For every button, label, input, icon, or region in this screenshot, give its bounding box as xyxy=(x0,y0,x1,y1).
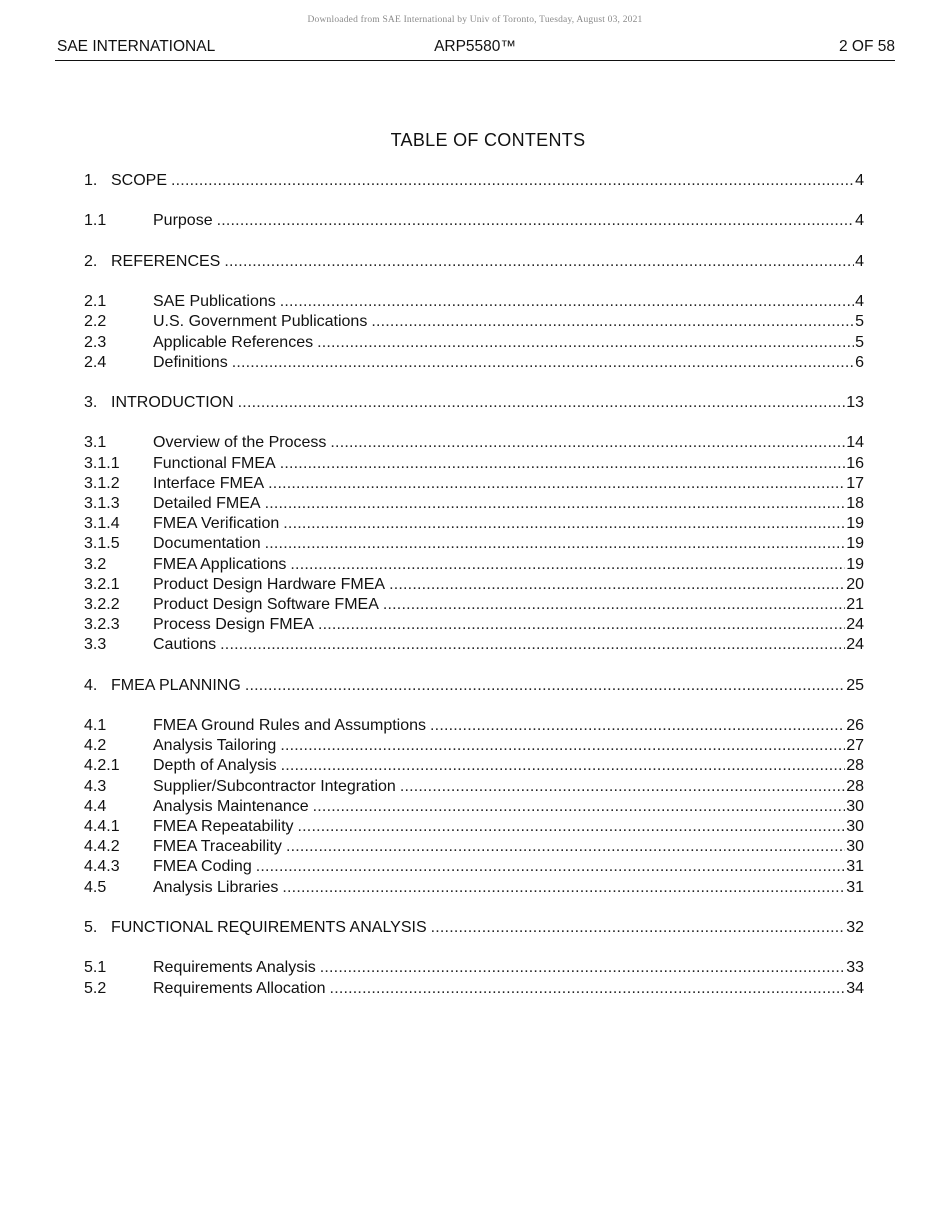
toc-entry[interactable] xyxy=(84,393,864,413)
toc-entry-title: FMEA Coding xyxy=(153,858,252,876)
toc-dot-leader xyxy=(280,736,845,756)
toc-dot-leader xyxy=(330,433,845,453)
toc-entry-number: 3. xyxy=(84,394,98,412)
toc-entry-page: 30 xyxy=(846,797,864,815)
toc-entry-number: 3.2 xyxy=(84,555,107,573)
toc-entry-number: 4.4 xyxy=(84,797,107,815)
toc-entry[interactable] xyxy=(84,252,864,272)
toc-entry-number: 3.1.1 xyxy=(84,454,120,472)
toc-entry-page: 24 xyxy=(846,636,864,654)
toc-entry-page: 30 xyxy=(846,838,864,856)
toc-entry-number: 2.2 xyxy=(84,313,107,331)
header-page-number: 2 OF 58 xyxy=(839,38,895,55)
toc-dot-leader xyxy=(400,777,845,797)
toc-entry-title: FMEA Ground Rules and Assumptions xyxy=(153,717,427,735)
toc-entry-title: Analysis Maintenance xyxy=(153,797,309,815)
toc-entry-number: 5.2 xyxy=(84,979,107,997)
toc-entry-page: 28 xyxy=(846,777,864,795)
toc-entry-number: 3.2.1 xyxy=(84,575,120,593)
toc-entry-page: 4 xyxy=(855,252,864,270)
toc-dot-leader xyxy=(290,555,845,575)
toc-entry-number: 4.4.3 xyxy=(84,858,120,876)
toc-dot-leader xyxy=(238,393,846,413)
toc-entry[interactable] xyxy=(84,736,864,756)
toc-entry[interactable] xyxy=(84,777,864,797)
table-of-contents xyxy=(84,171,864,999)
toc-entry[interactable] xyxy=(84,534,864,554)
toc-entry[interactable] xyxy=(84,454,864,474)
toc-entry-title: Interface FMEA xyxy=(153,474,265,492)
toc-dot-leader xyxy=(298,817,846,837)
toc-entry-page: 27 xyxy=(846,737,864,755)
toc-entry-number: 3.2.2 xyxy=(84,595,120,613)
toc-dot-leader xyxy=(281,756,846,776)
toc-dot-leader xyxy=(268,474,845,494)
toc-dot-leader xyxy=(389,575,845,595)
toc-entry[interactable] xyxy=(84,575,864,595)
toc-entry-page: 19 xyxy=(846,515,864,533)
toc-entry-title: U.S. Government Publications xyxy=(153,313,368,331)
toc-entry-number: 3.1.3 xyxy=(84,495,120,512)
toc-entry-title: FMEA PLANNING xyxy=(111,676,241,694)
toc-entry-page: 19 xyxy=(846,535,864,553)
toc-entry-page: 19 xyxy=(846,555,864,573)
toc-dot-leader xyxy=(317,333,854,353)
toc-entry-page: 26 xyxy=(846,717,864,735)
toc-entry-title: Applicable References xyxy=(153,333,314,351)
toc-entry-page: 28 xyxy=(846,757,864,775)
toc-entry[interactable] xyxy=(84,615,864,635)
toc-dot-leader xyxy=(245,676,845,696)
toc-dot-leader xyxy=(171,171,854,191)
toc-entry[interactable] xyxy=(84,211,864,231)
toc-entry-number: 3.1.5 xyxy=(84,535,120,553)
toc-dot-leader xyxy=(330,979,846,999)
toc-entry-page: 30 xyxy=(846,818,864,835)
toc-entry[interactable] xyxy=(84,857,864,877)
toc-entry[interactable] xyxy=(84,171,864,191)
toc-entry-number: 2.1 xyxy=(84,293,107,311)
toc-entry-number: 5.1 xyxy=(84,959,107,977)
toc-entry-title: Product Design Hardware FMEA xyxy=(153,575,386,593)
toc-entry[interactable] xyxy=(84,494,864,514)
toc-entry-page: 20 xyxy=(846,575,864,593)
toc-entry-page: 14 xyxy=(846,434,864,452)
toc-entry-page: 16 xyxy=(846,454,864,472)
toc-entry-page: 5 xyxy=(855,313,864,331)
toc-entry-title: Documentation xyxy=(153,535,261,553)
toc-dot-leader xyxy=(383,595,845,615)
toc-entry-title: FMEA Verification xyxy=(153,515,280,533)
toc-dot-leader xyxy=(282,878,845,898)
toc-entry-number: 3.1.4 xyxy=(84,515,120,533)
toc-entry-page: 24 xyxy=(846,616,864,634)
toc-entry[interactable] xyxy=(84,635,864,655)
toc-entry-number: 2.3 xyxy=(84,333,107,351)
toc-entry[interactable] xyxy=(84,979,864,999)
toc-entry-page: 33 xyxy=(846,959,864,977)
toc-entry-number: 5. xyxy=(84,918,98,936)
toc-dot-leader xyxy=(280,454,845,474)
toc-entry-number: 1.1 xyxy=(84,212,107,230)
download-watermark: Downloaded from SAE International by Univ of Toronto, Tuesday, August 03, 2021 xyxy=(307,15,643,25)
toc-entry-page: 31 xyxy=(846,878,864,896)
toc-entry-number: 4. xyxy=(84,676,98,694)
toc-entry-title: Purpose xyxy=(153,212,213,230)
toc-entry-page: 5 xyxy=(855,333,864,351)
toc-dot-leader xyxy=(217,211,855,231)
toc-entry-page: 4 xyxy=(855,172,864,189)
toc-entry-number: 3.3 xyxy=(84,636,107,654)
header-organization: SAE INTERNATIONAL xyxy=(57,38,216,55)
toc-entry-title: Analysis Tailoring xyxy=(153,737,277,755)
toc-entry[interactable] xyxy=(84,433,864,453)
toc-entry-title: Overview of the Process xyxy=(153,434,327,452)
toc-entry[interactable] xyxy=(84,474,864,494)
toc-entry-page: 18 xyxy=(846,495,864,512)
toc-entry-number: 4.4.1 xyxy=(84,818,120,835)
toc-dot-leader xyxy=(265,534,846,554)
toc-dot-leader xyxy=(371,312,854,332)
toc-entry-title: SCOPE xyxy=(111,172,168,189)
toc-entry[interactable] xyxy=(84,756,864,776)
toc-dot-leader xyxy=(280,292,854,312)
toc-entry-number: 4.3 xyxy=(84,777,107,795)
toc-entry-title: Analysis Libraries xyxy=(153,878,279,896)
page-header xyxy=(55,38,895,61)
toc-dot-leader xyxy=(318,615,845,635)
toc-entry-page: 31 xyxy=(846,858,864,876)
toc-entry-title: Detailed FMEA xyxy=(153,495,261,512)
toc-entry-page: 21 xyxy=(846,595,864,613)
toc-entry-title: Supplier/Subcontractor Integration xyxy=(153,777,396,795)
toc-entry-title: Depth of Analysis xyxy=(153,757,277,775)
toc-entry-title: Process Design FMEA xyxy=(153,616,314,634)
toc-entry-number: 4.4.2 xyxy=(84,838,120,856)
toc-entry[interactable] xyxy=(84,292,864,312)
toc-entry[interactable] xyxy=(84,918,864,938)
toc-entry[interactable] xyxy=(84,333,864,353)
toc-entry-number: 3.1.2 xyxy=(84,474,120,492)
toc-entry[interactable] xyxy=(84,514,864,534)
toc-entry-page: 25 xyxy=(846,676,864,694)
toc-entry-number: 2.4 xyxy=(84,353,107,371)
toc-entry[interactable] xyxy=(84,837,864,857)
toc-entry[interactable] xyxy=(84,312,864,332)
toc-entry-page: 4 xyxy=(855,293,864,311)
toc-dot-leader xyxy=(430,716,845,736)
toc-entry[interactable] xyxy=(84,878,864,898)
toc-entry-title: INTRODUCTION xyxy=(111,394,234,412)
toc-entry-title: Functional FMEA xyxy=(153,454,276,472)
toc-dot-leader xyxy=(286,837,845,857)
toc-entry-number: 2. xyxy=(84,252,98,270)
toc-entry-title: Definitions xyxy=(153,353,228,371)
toc-entry-title: FMEA Repeatability xyxy=(153,818,294,835)
toc-entry[interactable] xyxy=(84,797,864,817)
toc-entry-title: FMEA Applications xyxy=(153,555,287,573)
header-document-id: ARP5580™ xyxy=(434,38,516,55)
toc-entry-page: 34 xyxy=(846,979,864,997)
toc-entry[interactable] xyxy=(84,958,864,978)
toc-dot-leader xyxy=(265,494,846,514)
toc-entry-number: 4.2.1 xyxy=(84,757,120,775)
toc-entry-number: 4.5 xyxy=(84,878,107,896)
toc-entry-title: SAE Publications xyxy=(153,293,276,311)
toc-entry-title: Requirements Analysis xyxy=(153,959,316,977)
toc-dot-leader xyxy=(313,797,846,817)
toc-entry[interactable] xyxy=(84,595,864,615)
toc-entry[interactable] xyxy=(84,676,864,696)
toc-dot-leader xyxy=(232,353,854,373)
toc-entry-title: Cautions xyxy=(153,636,217,654)
toc-dot-leader xyxy=(256,857,845,877)
toc-dot-leader xyxy=(431,918,846,938)
toc-entry-title: FUNCTIONAL REQUIREMENTS ANALYSIS xyxy=(111,918,427,936)
toc-entry[interactable] xyxy=(84,817,864,837)
toc-entry[interactable] xyxy=(84,353,864,373)
toc-entry[interactable] xyxy=(84,716,864,736)
toc-entry-page: 32 xyxy=(846,918,864,936)
toc-entry-title: FMEA Traceability xyxy=(153,838,282,856)
toc-entry-number: 3.2.3 xyxy=(84,616,120,634)
toc-entry-page: 4 xyxy=(855,212,864,230)
toc-entry[interactable] xyxy=(84,555,864,575)
toc-entry-title: REFERENCES xyxy=(111,252,221,270)
toc-entry-number: 1. xyxy=(84,172,98,189)
toc-entry-page: 17 xyxy=(846,474,864,492)
toc-dot-leader xyxy=(320,958,845,978)
toc-dot-leader xyxy=(220,635,845,655)
toc-title: TABLE OF CONTENTS xyxy=(390,130,586,150)
toc-entry-title: Product Design Software FMEA xyxy=(153,595,379,613)
toc-entry-number: 3.1 xyxy=(84,434,107,452)
toc-dot-leader xyxy=(224,252,854,272)
toc-entry-page: 6 xyxy=(855,353,864,371)
toc-entry-page: 13 xyxy=(846,394,864,412)
toc-entry-title: Requirements Allocation xyxy=(153,979,326,997)
toc-dot-leader xyxy=(283,514,845,534)
toc-entry-number: 4.1 xyxy=(84,717,107,735)
toc-entry-number: 4.2 xyxy=(84,737,107,755)
